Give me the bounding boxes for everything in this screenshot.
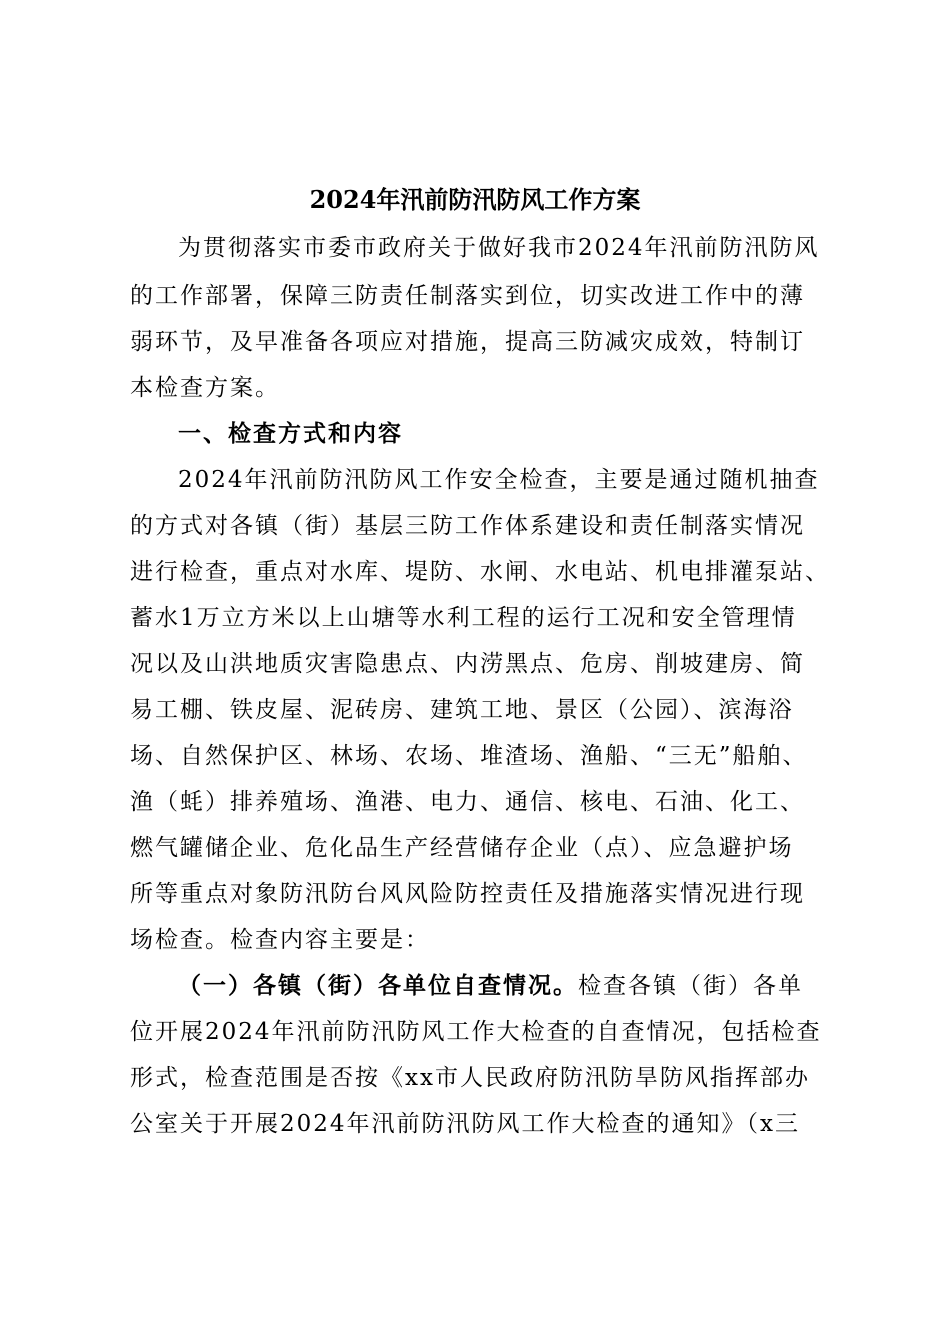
intro-line: 弱环节，及早准备各项应对措施，提高三防减灾成效，特制订 [130,329,805,355]
document-title: 2024年汛前防汛防风工作方案 [309,185,641,214]
body-line: 公室关于开展2024年汛前防汛防风工作大检查的通知》（x三 [130,1111,801,1137]
body-line: 的方式对各镇（街）基层三防工作体系建设和责任制落实情况 [130,513,805,539]
body-line: 位开展2024年汛前防汛防风工作大检查的自查情况，包括检查 [130,1019,822,1045]
body-line: 场检查。检查内容主要是： [130,927,430,953]
subsection-first-line [178,968,803,1004]
subsection-heading: （一）各镇（街）各单位自查情况。 [178,972,578,999]
body-line: 况以及山洪地质灾害隐患点、内涝黑点、危房、削坡建房、简 [130,651,805,677]
intro-line: 本检查方案。 [130,375,280,401]
body-line: 易工棚、铁皮屋、泥砖房、建筑工地、景区（公园）、滨海浴 [130,697,794,723]
intro-line: 为贯彻落实市委市政府关于做好我市2024年汛前防汛防风 [178,235,820,261]
subsection-text: 检查各镇（街）各单 [578,973,803,999]
body-line: 渔（蚝）排养殖场、渔港、电力、通信、核电、石油、化工、 [130,789,805,815]
body-line: 2024年汛前防汛防风工作安全检查，主要是通过随机抽查 [178,467,820,493]
body-line: 场、自然保护区、林场、农场、堆渣场、渔船、“三无”船舶、 [130,743,808,769]
body-line: 形式，检查范围是否按《xx市人民政府防汛防旱防风指挥部办 [130,1065,810,1091]
intro-line: 的工作部署，保障三防责任制落实到位，切实改进工作中的薄 [130,283,805,309]
body-line: 所等重点对象防汛防台风风险防控责任及措施落实情况进行现 [130,881,805,907]
body-line: 蓄水1万立方米以上山塘等水利工程的运行工况和安全管理情 [130,605,797,631]
body-line: 进行检查，重点对水库、堤防、水闸、水电站、机电排灌泵站、 [130,559,830,585]
body-line: 燃气罐储企业、危化品生产经营储存企业（点）、应急避护场 [130,835,794,861]
section-heading: 一、检查方式和内容 [178,420,403,447]
